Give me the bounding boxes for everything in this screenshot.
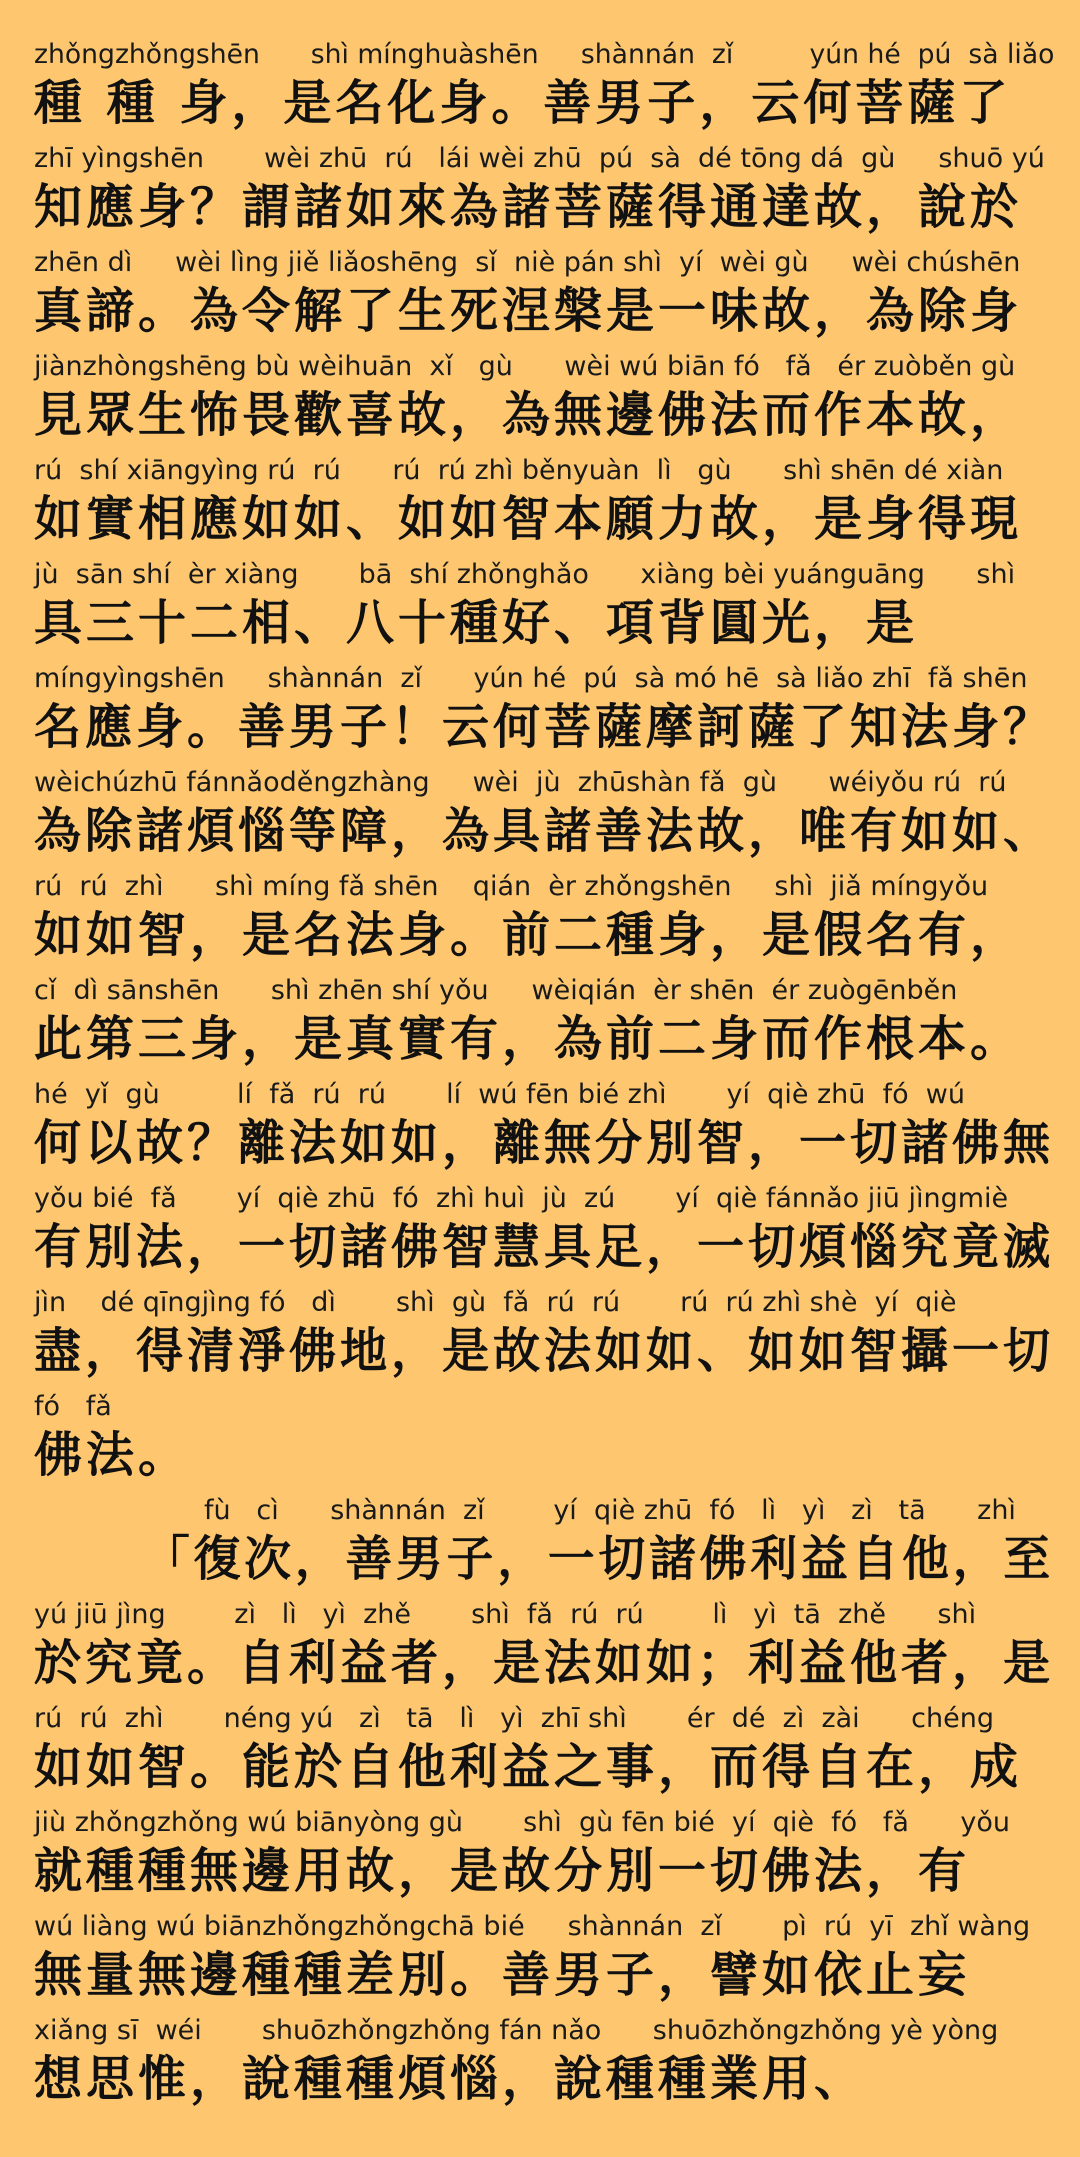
chinese-text: 想思惟，說種種煩惱，說種種業用、	[34, 2051, 867, 2107]
pinyin-annotation: míngyìngshēn shànnán zǐ yún hé pú sà mó hē sà liǎo zhī fǎ shēn	[34, 663, 1028, 694]
text-line	[34, 1390, 1054, 1494]
text-line	[34, 1182, 1054, 1286]
pinyin-annotation: rú shí xiāngyìng rú rú rú rú zhì běnyuàn lì gù shì shēn dé xiàn	[34, 455, 1004, 486]
chinese-text: 此第三身，是真實有，為前二身而作根本。	[34, 1011, 1023, 1067]
text-line	[34, 1702, 1054, 1806]
chinese-text: 為除諸煩惱等障，為具諸善法故，唯有如如、	[34, 803, 1055, 859]
pinyin-annotation: yǒu bié fǎ yí qiè zhū fó zhì huì jù zú yí qiè fánnǎo jiū jìngmiè	[34, 1183, 1009, 1214]
text-line	[34, 38, 1054, 142]
pinyin-annotation: zhǒngzhǒngshēn shì mínghuàshēn shànnán zǐ yún hé pú sà liǎo	[34, 39, 1055, 70]
text-line	[34, 2014, 1054, 2118]
chinese-text: 種 種 身，是名化身。善男子，云何菩薩了	[34, 75, 1012, 131]
pinyin-annotation: yú jiū jìng zì lì yì zhě shì fǎ rú rú lì yì tā zhě shì	[34, 1599, 977, 1630]
pinyin-annotation: rú rú zhì néng yú zì tā lì yì zhī shì ér dé zì zài chéng	[34, 1703, 995, 1734]
text-line	[34, 1910, 1054, 2014]
chinese-text: 盡，得清淨佛地，是故法如如、如如智攝一切	[34, 1323, 1055, 1379]
chinese-text: 具三十二相、八十種好、項背圓光，是	[34, 595, 919, 651]
chinese-text: 就種種無邊用故，是故分別一切佛法，有	[34, 1843, 971, 1899]
pinyin-annotation: hé yǐ gù lí fǎ rú rú lí wú fēn bié zhì yí qiè zhū fó wú	[34, 1079, 965, 1110]
text-line	[34, 1806, 1054, 1910]
pinyin-annotation: xiǎng sī wéi shuōzhǒngzhǒng fán nǎo shuōzhǒngzhǒng yè yòng	[34, 2015, 999, 2046]
chinese-text: 如如智，是名法身。前二種身，是假名有，	[34, 907, 1023, 963]
text-line	[34, 766, 1054, 870]
pinyin-annotation: cǐ dì sānshēn shì zhēn shí yǒu wèiqián èr shēn ér zuògēnběn	[34, 975, 958, 1006]
pinyin-annotation: zhī yìngshēn wèi zhū rú lái wèi zhū pú sà dé tōng dá gù shuō yú	[34, 143, 1045, 174]
pinyin-annotation: wú liàng wú biānzhǒngzhǒngchā bié shànnán zǐ pì rú yī zhǐ wàng	[34, 1911, 1031, 1942]
text-line	[34, 350, 1054, 454]
text-line	[34, 142, 1054, 246]
chinese-text: 名應身。善男子！云何菩薩摩訶薩了知法身？	[34, 699, 1055, 755]
pinyin-annotation: jù sān shí èr xiàng bā shí zhǒnghǎo xiàng bèi yuánguāng shì	[34, 559, 1016, 590]
pinyin-annotation: rú rú zhì shì míng fǎ shēn qián èr zhǒngshēn shì jiǎ míngyǒu	[34, 871, 989, 902]
text-line	[34, 1286, 1054, 1390]
pinyin-annotation: wèichúzhū fánnǎoděngzhàng wèi jù zhūshàn fǎ gù wéiyǒu rú rú	[34, 767, 1007, 798]
text-line	[34, 1494, 1054, 1598]
pinyin-annotation: fù cì shànnán zǐ yí qiè zhū fó lì yì zì tā zhì	[204, 1495, 1016, 1526]
pinyin-annotation: zhēn dì wèi lìng jiě liǎoshēng sǐ niè pán shì yí wèi gù wèi chúshēn	[34, 247, 1021, 278]
text-line	[34, 870, 1054, 974]
chinese-text: 見眾生怖畏歡喜故，為無邊佛法而作本故，	[34, 387, 1023, 443]
text-line	[34, 558, 1054, 662]
chinese-text: 如如智。能於自他利益之事，而得自在，成	[34, 1739, 1023, 1795]
text-line	[34, 246, 1054, 350]
chinese-text: 知應身？謂諸如來為諸菩薩得通達故，說於	[34, 179, 1023, 235]
text-line	[34, 1598, 1054, 1702]
text-line	[34, 974, 1054, 1078]
pinyin-annotation: jìn dé qīngjìng fó dì shì gù fǎ rú rú rú rú zhì shè yí qiè	[34, 1287, 957, 1318]
text-line	[34, 662, 1054, 766]
chinese-text: 「復次，善男子，一切諸佛利益自他，至	[143, 1531, 1055, 1587]
chinese-text: 真諦。為令解了生死涅槃是一味故，為除身	[34, 283, 1023, 339]
text-line	[34, 1078, 1054, 1182]
chinese-text: 何以故？離法如如，離無分別智，一切諸佛無	[34, 1115, 1055, 1171]
pinyin-annotation: jiù zhǒngzhǒng wú biānyòng gù shì gù fēn bié yí qiè fó fǎ yǒu	[34, 1807, 1011, 1838]
pinyin-annotation: fó fǎ	[34, 1391, 112, 1422]
chinese-text: 佛法。	[34, 1427, 191, 1483]
chinese-text: 於究竟。自利益者，是法如如；利益他者，是	[34, 1635, 1055, 1691]
chinese-text: 有別法，一切諸佛智慧具足，一切煩惱究竟滅	[34, 1219, 1055, 1275]
chinese-text: 無量無邊種種差別。善男子，譬如依止妄	[34, 1947, 971, 2003]
pinyin-annotation: jiànzhòngshēng bù wèihuān xǐ gù wèi wú biān fó fǎ ér zuòběn gù	[34, 351, 1016, 382]
text-line	[34, 454, 1054, 558]
chinese-text: 如實相應如如、如如智本願力故，是身得現	[34, 491, 1023, 547]
